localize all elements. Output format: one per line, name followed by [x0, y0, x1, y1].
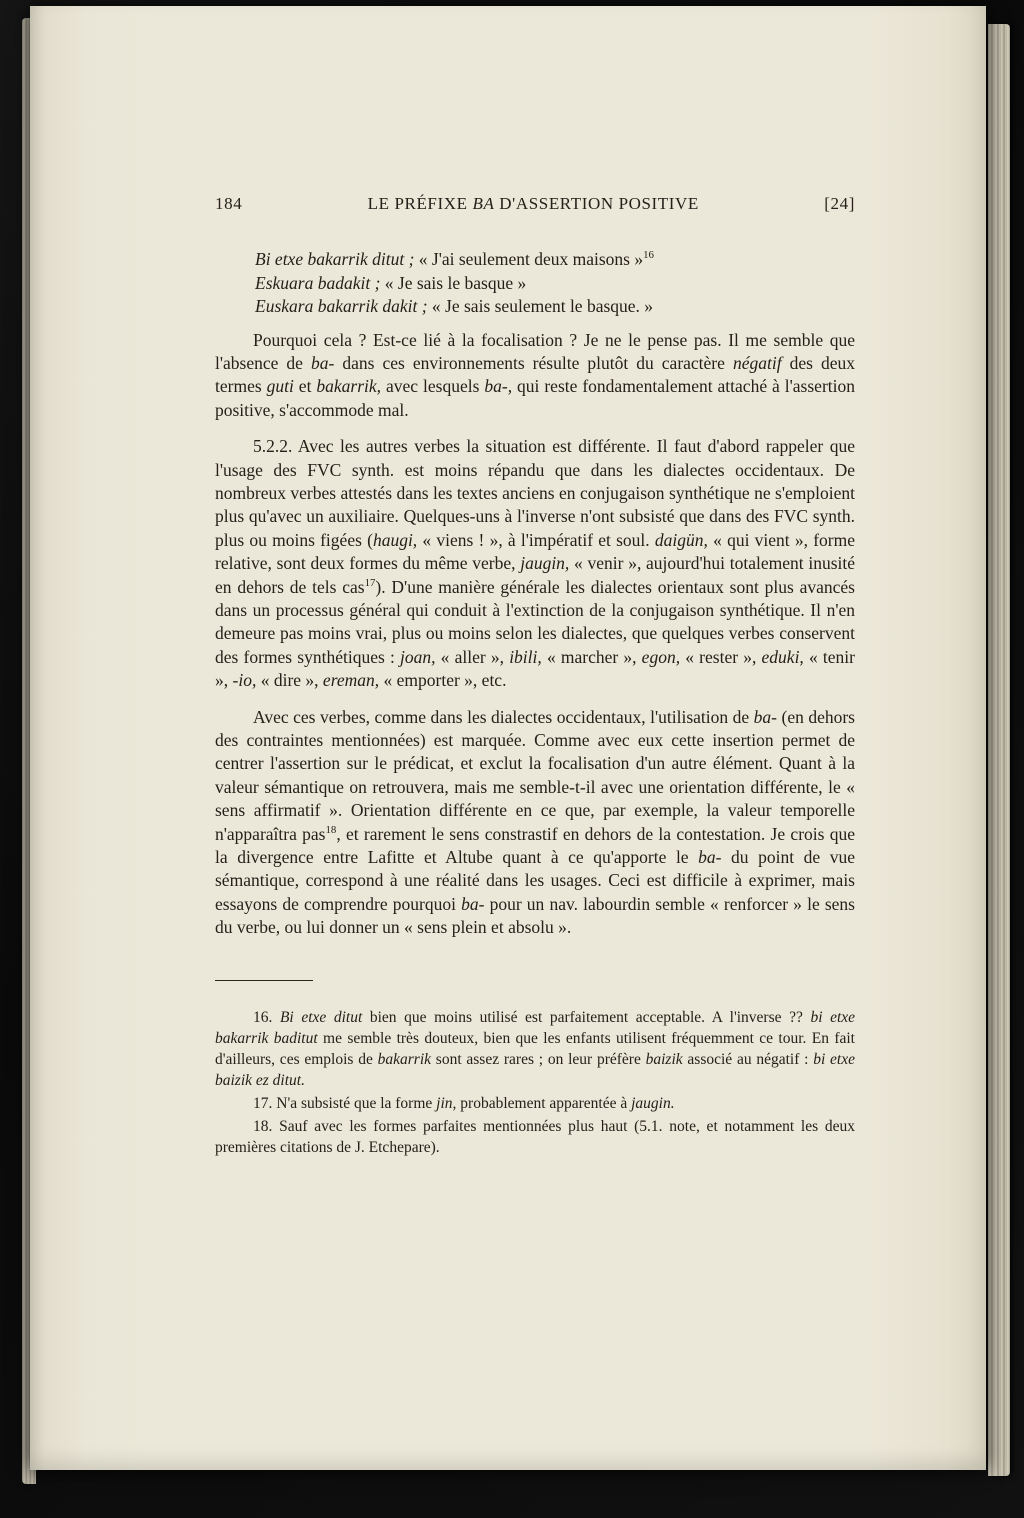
- footnote: 16. Bi etxe ditut bien que moins utilisé est parfaitement acceptable. A l'inverse ?? bi etxe bakarrik baditut me semble très douteux, bien que les enfants utilisent fréquemment ce tour. En fait d'ailleurs, ces emplois de bakarrik sont assez rares ; on leur préfère baizik associé au négatif : bi etxe baizik ez ditut.: [215, 1008, 856, 1089]
- page-stack-right-edge: [988, 24, 1010, 1476]
- body-text: [215, 329, 855, 940]
- body-paragraph: 5.2.2. Avec les autres verbes la situation est différente. Il faut d'abord rappeler que l'usage des FVC synth. est moins répandu que dans les dialectes occidentaux. De nombreux verbes attestés dans les textes anciens en conjugaison synthétique ne s'emploient plus qu'avec un auxiliaire. Quelques-uns à l'inverse n'ont subsisté que dans des FVC synth. plus ou moins figées (haugi, « viens ! », à l'impératif et soul. daigün, « qui vient », forme relative, sont deux formes du même verbe, jaugin, « venir », aujourd'hui totalement inusité en dehors de tels cas$^{17}$). D'une manière générale les dialectes orientaux sont plus avancés dans un processus général qui conduit à l'extinction de la conjugaison synthétique. Il n'en demeure pas moins vrai, plus ou moins selon les dialectes, que quelques verbes conservent des formes synthétiques : joan, « aller », ibili, « marcher », egon, « rester », eduki, « tenir », -io, « dire », ereman, « emporter », etc.: [215, 436, 855, 691]
- footnote-list: [215, 1007, 855, 1158]
- scanned-book-page: [30, 6, 986, 1470]
- example-line: Euskara bakarrik dakit ; « Je sais seulement le basque. »: [255, 296, 654, 316]
- example-line: Bi etxe bakarrik ditut ; « J'ai seulement deux maisons »$^{16}$: [255, 249, 654, 269]
- body-paragraph: Pourquoi cela ? Est-ce lié à la focalisation ? Je ne le pense pas. Il me semble que l'absence de ba- dans ces environnements résulte plutôt du caractère négatif des deux termes guti et bakarrik, avec lesquels ba-, qui reste fondamentalement attaché à l'assertion positive, s'accommode mal.: [215, 329, 855, 420]
- running-header: [215, 194, 855, 214]
- footnote: 18. Sauf avec les formes parfaites mentionnées plus haut (5.1. note, et notamment les deux premières citations de J. Etchepare).: [215, 1117, 855, 1156]
- example-block: [255, 248, 855, 319]
- footnote-rule: [215, 980, 313, 981]
- page-number: 184: [215, 194, 243, 213]
- bracket-page-ref: [24]: [824, 194, 855, 213]
- example-line: Eskuara badakit ; « Je sais le basque »: [255, 272, 527, 293]
- footnote-section: [215, 980, 855, 1158]
- body-paragraph: Avec ces verbes, comme dans les dialectes occidentaux, l'utilisation de ba- (en dehors des contraintes mentionnées) est marquée. Comme avec eux cette insertion permet de centrer l'assertion sur le prédicat, et exclut la focalisation d'un autre élément. Quant à la valeur sémantique on retrouvera, mais me semble-t-il avec une orientation différente, le « sens affirmatif ». Orientation différente en ce que, par exemple, la valeur temporelle n'apparaîtra pas$^{18}$, et rarement le sens constrastif en dehors de la contestation. Je crois que la divergence entre Lafitte et Altube quant à ce qu'apporte le ba- du point de vue sémantique, correspond à une réalité dans les usages. Ceci est difficile à exprimer, mais essayons de comprendre pourquoi ba- pour un nav. labourdin semble « renforcer » le sens du verbe, ou lui donner un « sens plein et absolu ».: [215, 706, 855, 938]
- page-content: [215, 194, 855, 1158]
- running-title: LE PRÉFIXE BA D'ASSERTION POSITIVE: [367, 194, 699, 213]
- footnote: 17. N'a subsisté que la forme jin, probablement apparentée à jaugin.: [253, 1094, 675, 1112]
